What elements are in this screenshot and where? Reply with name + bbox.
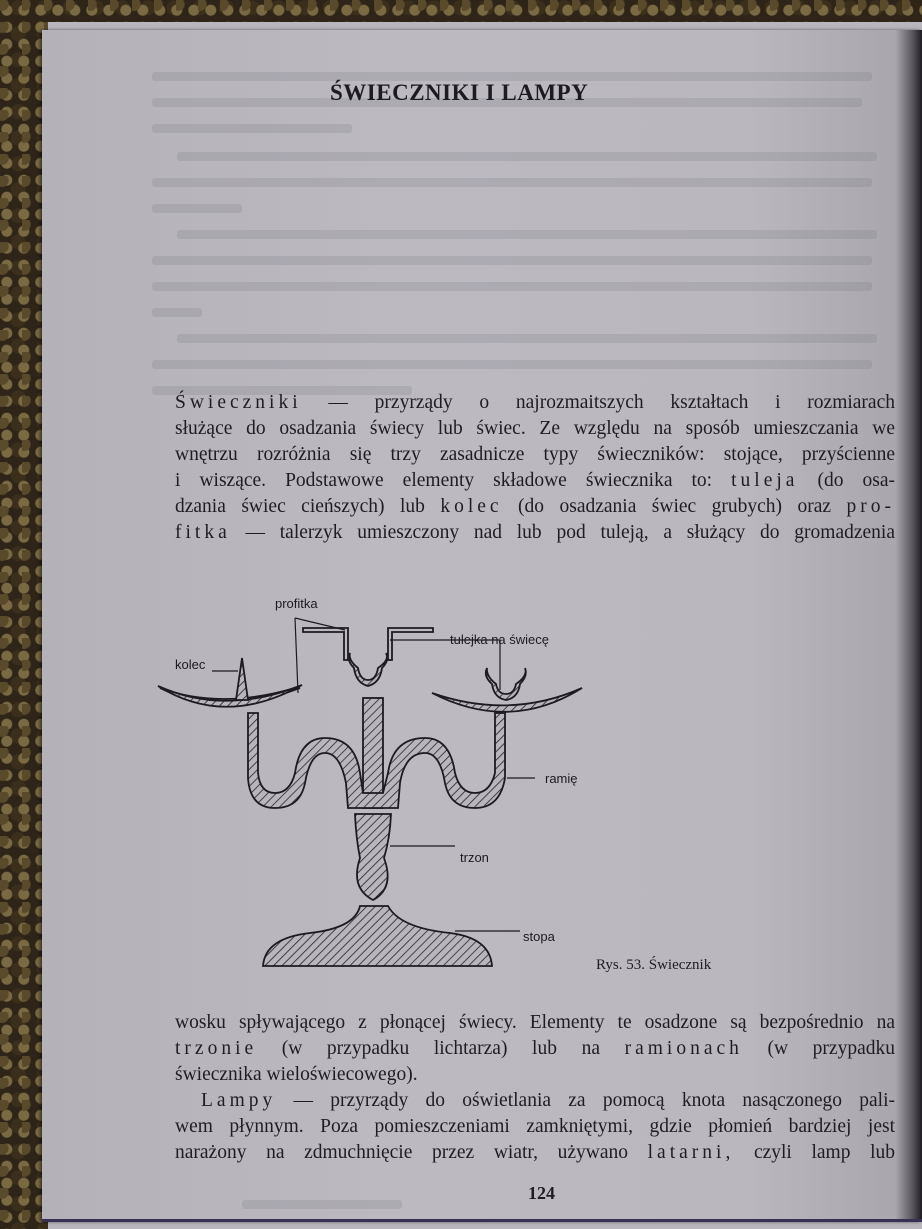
label-profitka: profitka xyxy=(275,596,318,611)
text-run: — talerzyk umieszczony nad lub pod tuleją, a służący do gromadzenia xyxy=(230,522,895,543)
page-number: 124 xyxy=(528,1183,555,1203)
text-line xyxy=(175,1036,895,1062)
text-run: narażony na zdmuchnięcie przez wiatr, używano xyxy=(175,1142,648,1163)
text-run: wnętrzu rozróżnia się trzy zasadnicze typy świeczników: stojące, przyścienne xyxy=(175,444,895,465)
spaced-term: Świeczniki xyxy=(175,392,302,413)
paragraph-swieczniki xyxy=(175,390,895,546)
figure-caption: Rys. 53. Świecznik xyxy=(596,957,712,973)
label-ramie: ramię xyxy=(545,771,578,786)
bleed-through-line xyxy=(152,256,872,265)
text-line xyxy=(175,468,895,494)
spaced-term: Lampy xyxy=(201,1090,277,1111)
bleed-through-line xyxy=(152,178,872,187)
text-line xyxy=(175,1010,895,1036)
text-run: (do osa- xyxy=(798,470,895,491)
bleed-through-line xyxy=(152,360,872,369)
label-kolec: kolec xyxy=(175,657,206,672)
text-line xyxy=(175,416,895,442)
text-line xyxy=(175,390,895,416)
text-run: czyli lamp lub xyxy=(734,1142,895,1163)
profitka-left xyxy=(303,628,348,660)
paragraph-elementy xyxy=(175,1010,895,1088)
text-run: — przyrządy do oświetlania za pomocą knota nasączonego pali- xyxy=(276,1090,895,1111)
text-line xyxy=(175,520,895,546)
bleed-through-line xyxy=(152,308,202,317)
label-tulejka: tulejka na świecę xyxy=(450,632,549,647)
bleed-through-line xyxy=(177,334,877,343)
central-column xyxy=(363,698,383,808)
page-title: ŚWIECZNIKI I LAMPY xyxy=(330,80,589,105)
text-run: (w przypadku xyxy=(742,1038,895,1059)
spaced-term: tuleja xyxy=(731,470,799,491)
text-run: wosku spływającego z płonącej świecy. Elementy te osadzone są bezpośrednio na xyxy=(175,1012,895,1033)
text-line xyxy=(175,1114,895,1140)
text-run: — przyrządy o najrozmaitszych kształtach i rozmiarach xyxy=(301,392,895,413)
spaced-term: latarni, xyxy=(647,1142,735,1163)
bleed-through-line xyxy=(152,282,872,291)
base xyxy=(263,906,492,966)
text-line xyxy=(175,494,895,520)
spike xyxy=(236,658,248,700)
bleed-through-line xyxy=(152,204,242,213)
spaced-term: pro- xyxy=(846,496,895,517)
text-line xyxy=(175,1088,895,1114)
text-line xyxy=(175,442,895,468)
text-run: (do osadzania świec grubych) oraz xyxy=(502,496,847,517)
spaced-term: ramionach xyxy=(624,1038,743,1059)
text-run: dzania świec cieńszych) lub xyxy=(175,496,441,517)
text-line xyxy=(175,1062,895,1088)
bleed-through-line xyxy=(152,124,352,133)
bleed-through-line xyxy=(177,230,877,239)
stem xyxy=(355,814,391,900)
text-run: (w przypadku lichtarza) lub na xyxy=(257,1038,625,1059)
bleed-through-line xyxy=(242,1200,402,1209)
text-line xyxy=(175,1140,895,1166)
paragraph-lampy xyxy=(175,1088,895,1166)
text-run: wem płynnym. Poza pomieszczeniami zamkniętymi, gdzie płomień bardziej jest xyxy=(175,1116,895,1137)
text-run: świecznika wieloświecowego). xyxy=(175,1064,418,1085)
label-stopa: stopa xyxy=(523,929,555,944)
spaced-term: trzonie xyxy=(175,1038,258,1059)
label-trzon: trzon xyxy=(460,850,489,865)
spaced-term: fitka xyxy=(175,522,231,543)
bleed-through-line xyxy=(177,152,877,161)
spaced-term: kolec xyxy=(440,496,503,517)
text-run: i wiszące. Podstawowe elementy składowe świecznika to: xyxy=(175,470,732,491)
profitka-right xyxy=(388,628,433,660)
text-run: służące do osadzania świecy lub świec. Ze względu na sposób umieszczania we xyxy=(175,418,895,439)
